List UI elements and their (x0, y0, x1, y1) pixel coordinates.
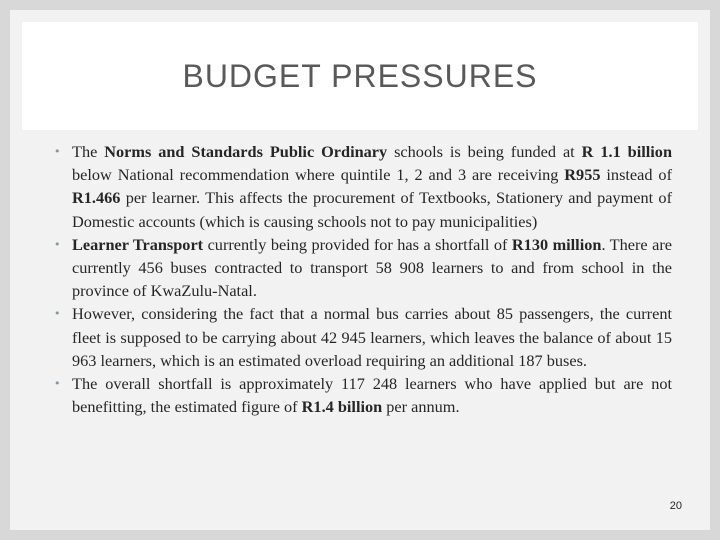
bullet-text: The (72, 142, 105, 161)
title-box (22, 22, 698, 130)
bullet-bold-text: R955 (564, 165, 601, 185)
bullet-text: . There are currently 456 buses contracted to transport 58 908 learners to and from school in the province of KwaZulu-Natal. (72, 234, 672, 301)
bullet-bus-capacity (46, 302, 672, 372)
bullet-text: currently being provided for has a shortfall of (203, 234, 512, 254)
bullet-text: per learner. This affects the procurement of Textbooks, Stationery and payment of Domestic accounts (which is causing schools not to pay municipalities) (72, 188, 672, 231)
slide-title: BUDGET PRESSURES (182, 57, 538, 94)
page-number: 20 (669, 500, 682, 512)
bullet-list (46, 140, 672, 418)
bullet-overall-shortfall (46, 372, 672, 418)
bullet-learner-transport (46, 233, 672, 303)
slide (10, 10, 710, 530)
bullet-norms-standards (46, 140, 672, 233)
bullet-bold-text: R1.4 billion (301, 397, 383, 417)
bullet-bold-text: R1.466 (72, 188, 121, 208)
bullet-dot-icon: • (54, 145, 61, 158)
bullet-dot-icon: • (54, 377, 61, 391)
bullet-text: instead of (600, 165, 672, 185)
bullet-text: below National recommendation where quintile 1, 2 and 3 are receiving (72, 165, 565, 185)
bullet-bold-text: R 1.1 billion (581, 142, 672, 161)
bullet-text: per annum. (382, 397, 460, 417)
bullet-bold-text: R130 million (511, 234, 602, 254)
bullet-dot-icon: • (54, 307, 61, 321)
bullet-text: The overall shortfall is approximately 117 248 learners who have applied but are not benefitting, the estimated figure of (72, 374, 672, 417)
bullet-text: schools is being funded at (387, 142, 582, 161)
bullet-dot-icon: • (54, 237, 61, 251)
bullet-text: However, considering the fact that a normal bus carries about 85 passengers, the current fleet is supposed to be carrying about 42 945 learners, which leaves the balance of about 15 963 learners, which is an estimated overload requiring an additional 187 buses. (72, 304, 672, 370)
bullet-bold-text: Norms and Standards Public Ordinary (104, 142, 388, 161)
bullet-bold-text: Learner Transport (72, 234, 204, 254)
